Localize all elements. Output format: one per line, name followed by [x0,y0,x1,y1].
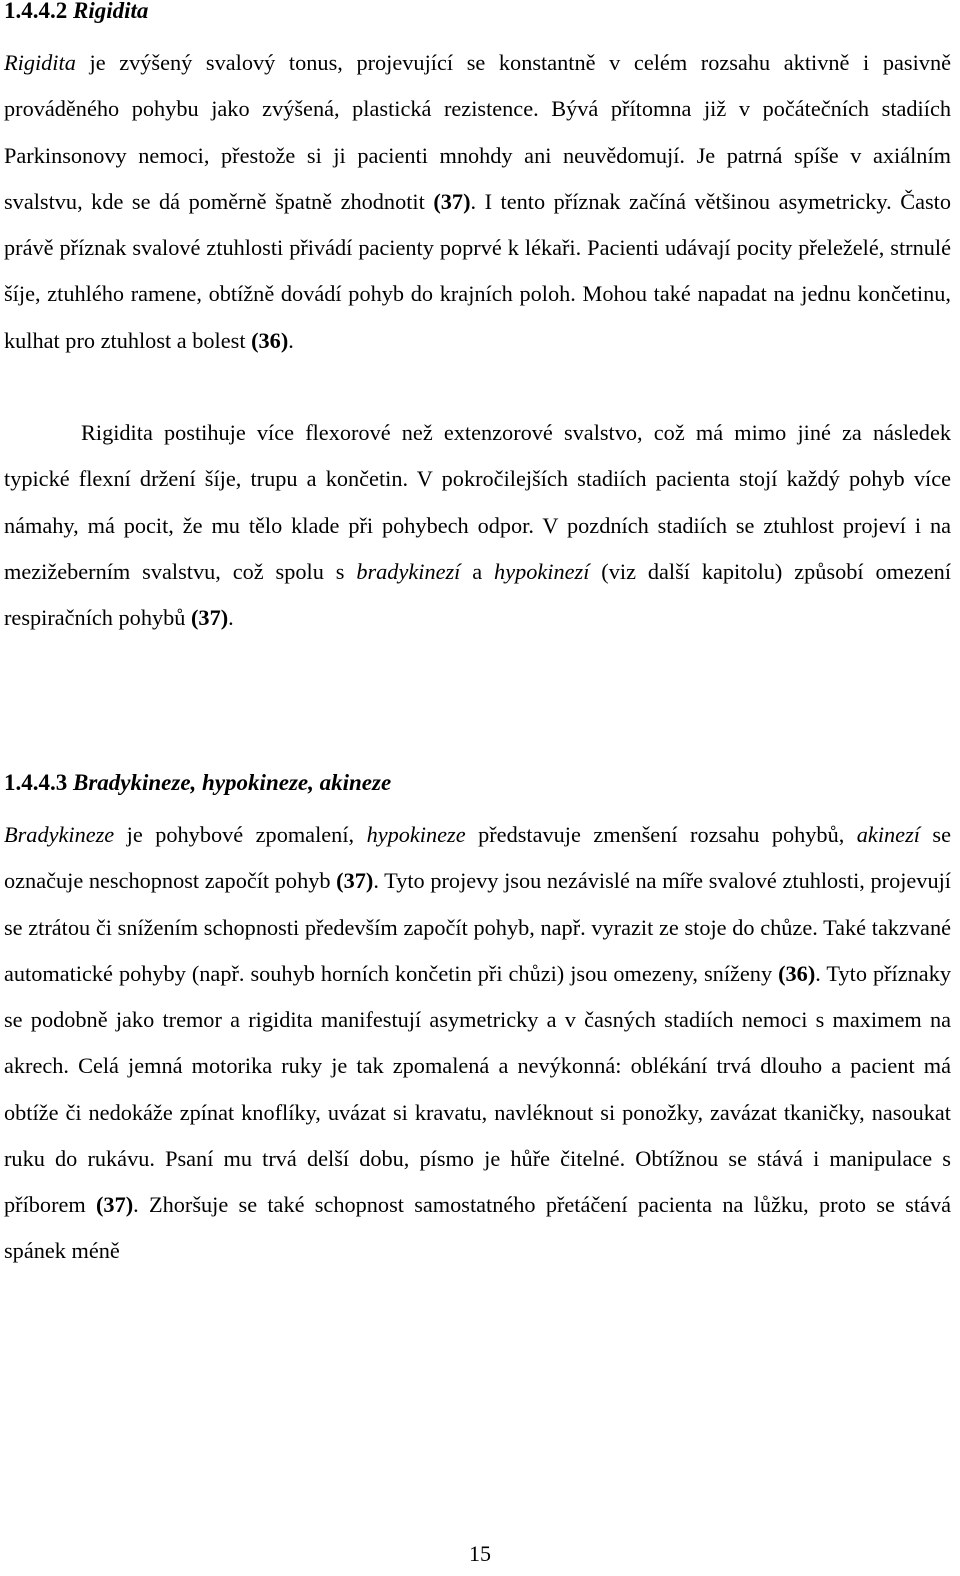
italic-term: Bradykineze [4,822,115,847]
citation: (37) [433,188,471,214]
citation: (37) [191,605,229,630]
section-number: 1.4.4.2 [4,0,68,23]
italic-term: bradykinezí [356,558,461,584]
section-heading-bradykineze [4,769,954,797]
paragraph-rigidita-effects: Rigidita postihuje více flexorové než extenzorové svalstvo, což má mimo jiné za následek typické flexní držení šíje, trupu a končetin. V pokročilejších stadiích pacienta stojí každý pohyb více námahy, má pocit, že mu tělo klade při pohybech odpor. V pozdních stadiích se ztuhlost projeví i na mezižeberním svalstvu, což spolu s bradykinezí a hypokinezí (viz další kapitolu) způsobí omezení respiračních pohybů (37). [4,420,952,630]
italic-term: akinezí [856,822,920,847]
italic-term: Rigidita [4,50,76,75]
citation: (36) [251,327,289,353]
section-number: 1.4.4.3 [4,770,68,795]
italic-term: hypokineze [366,822,466,847]
section-title: Bradykineze, hypokineze, akineze [73,770,392,795]
page-number: 15 [469,1541,491,1566]
paragraph-bradykineze: Bradykineze je pohybové zpomalení, hypokineze představuje zmenšení rozsahu pohybů, akinezí se označuje neschopnost započít pohyb (37). Tyto projevy jsou nezávislé na míře svalové ztuhlosti, projevují se ztrátou či snížením schopnosti především započít pohyb, např. vyrazit ze stoje do chůze. Také takzvané automatické pohyby (např. souhyb horních končetin při chůzi) jsou omezeny, sníženy (36). Tyto příznaky se podobně jako tremor a rigidita manifestují asymetricky a v časných stadiích nemoci s maximem na akrech. Celá jemná motorika ruky je tak zpomalená a nevýkonná: oblékání trvá dlouho a pacient má obtíže či nedokáže zpínat knoflíky, uvázat si kravatu, navléknout si ponožky, zavázat tkaničky, nasoukat ruku do rukávu. Psaní mu trvá delší dobu, písmo je hůře čitelné. Obtížnou se stává i manipulace s příborem (37). Zhoršuje se také schopnost samostatného přetáčení pacienta na lůžku, proto se stává spánek méně [4,822,951,1264]
section-title: Rigidita [73,0,149,23]
citation: (37) [96,1192,134,1217]
section-heading-rigidita [4,0,954,25]
paragraph-rigidita-definition: Rigidita je zvýšený svalový tonus, projevující se konstantně v celém rozsahu aktivně i pasivně prováděného pohybu jako zvýšená, plastická rezistence. Bývá přítomna již v počátečních stadiích Parkinsonovy nemoci, přestože si ji pacienti mnohdy ani neuvědomují. Je patrná spíše v axiálním svalstvu, kde se dá poměrně špatně zhodnotit (37). I tento příznak začíná většinou asymetricky. Často právě příznak svalové ztuhlosti přivádí pacienty poprvé k lékaři. Pacienti udávají pocity přeleželé, strnulé šíje, ztuhlého ramene, obtížně dovádí pohyb do krajních poloh. Mohou také napadat na jednu končetinu, kulhat pro ztuhlost a bolest (36). [4,50,951,353]
citation: (37) [336,868,374,894]
citation: (36) [778,960,816,986]
italic-term: hypokinezí [494,558,590,584]
